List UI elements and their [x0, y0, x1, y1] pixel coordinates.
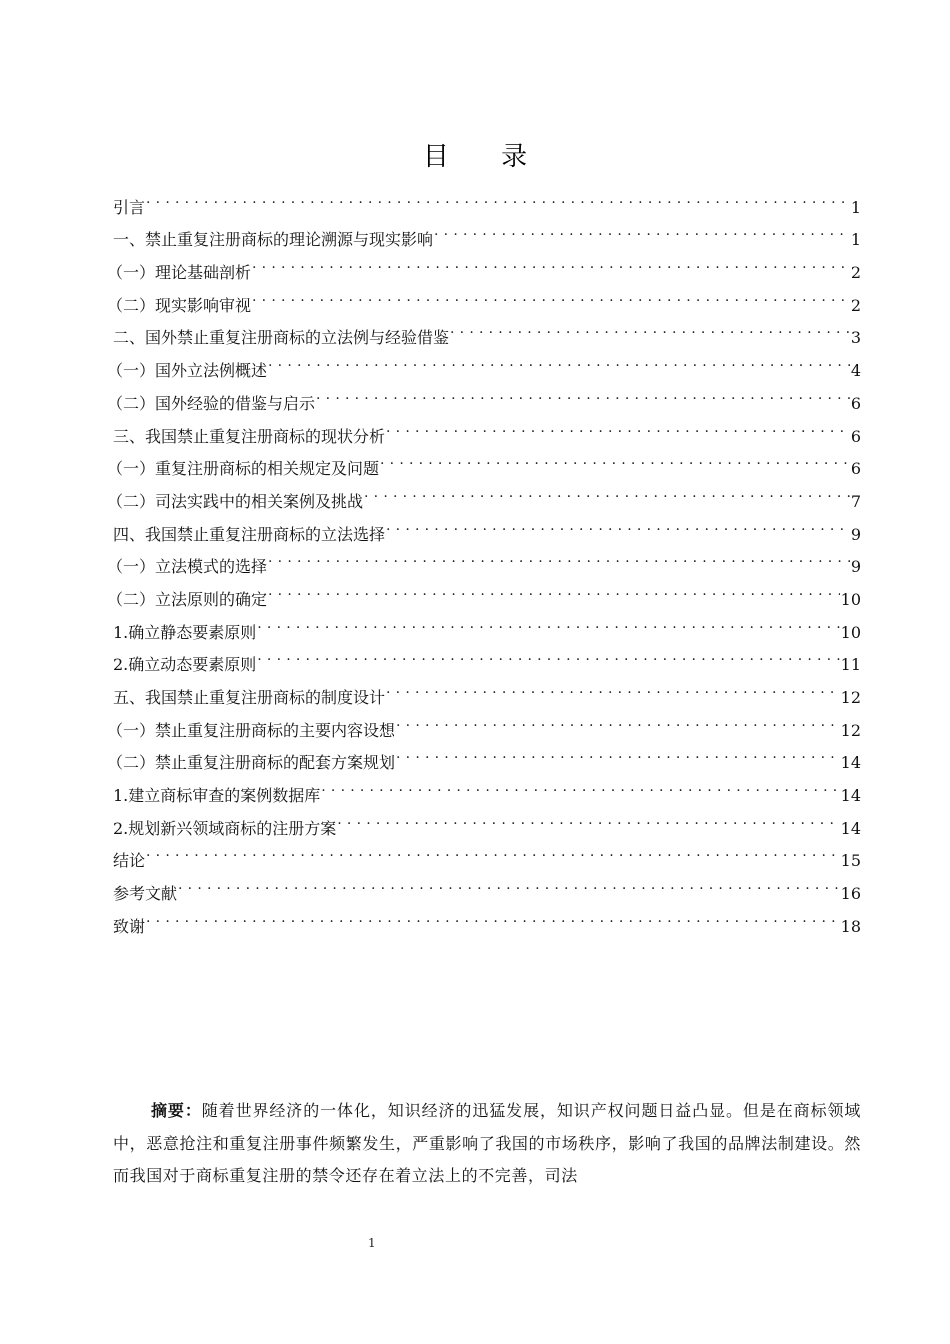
toc-dot-leader — [252, 245, 850, 278]
toc-entry-label: （二）立法原则的确定 — [107, 589, 268, 609]
toc-entry-label: 2.确立动态要素原则 — [113, 655, 257, 675]
toc-dot-leader — [337, 801, 839, 834]
abstract-label: 摘要： — [151, 1101, 202, 1120]
toc-entry-label: （一）理论基础剖析 — [107, 263, 252, 283]
toc-entry-label: 引言 — [113, 197, 146, 217]
toc-entry-label: （二）司法实践中的相关案例及挑战 — [107, 491, 364, 511]
toc-title: 目 录 — [422, 142, 550, 172]
toc-entry-page-number: 14 — [840, 753, 861, 773]
toc-entry-label: 2.规划新兴领域商标的注册方案 — [113, 818, 337, 838]
page-number: 1 — [368, 1236, 376, 1250]
toc-entry-page-number: 7 — [850, 491, 861, 511]
table-of-contents — [107, 180, 861, 936]
toc-entry-label: 1.确立静态要素原则 — [113, 622, 257, 642]
toc-entry[interactable] — [113, 899, 861, 936]
toc-dot-leader — [146, 834, 840, 867]
toc-entry-label: 二、国外禁止重复注册商标的立法例与经验借鉴 — [113, 328, 450, 348]
toc-entry-page-number: 12 — [840, 688, 861, 707]
toc-dot-leader — [321, 768, 839, 801]
toc-dot-leader — [268, 343, 850, 376]
toc-entry-page-number: 10 — [840, 589, 861, 609]
toc-entry-page-number: 1 — [850, 197, 861, 217]
toc-dot-leader — [386, 409, 850, 442]
toc-entry[interactable] — [113, 834, 861, 871]
toc-entry-label: 四、我国禁止重复注册商标的立法选择 — [113, 524, 386, 544]
toc-dot-leader — [146, 180, 850, 213]
toc-entry-label: 五、我国禁止重复注册商标的制度设计 — [113, 688, 386, 707]
toc-entry-page-number: 6 — [850, 393, 861, 413]
toc-dot-leader — [396, 703, 840, 736]
toc-dot-leader — [364, 474, 850, 507]
toc-dot-leader — [396, 736, 840, 769]
toc-dot-leader — [146, 899, 840, 932]
toc-entry-label: （二）国外经验的借鉴与启示 — [107, 393, 316, 413]
toc-entry-label: 一、禁止重复注册商标的理论溯源与现实影响 — [113, 230, 434, 250]
toc-entry-page-number: 9 — [850, 557, 861, 577]
toc-dot-leader — [257, 605, 839, 638]
toc-entry-page-number: 1 — [850, 230, 861, 250]
toc-dot-leader — [434, 213, 850, 246]
toc-entry-page-number: 4 — [850, 361, 861, 381]
toc-entry[interactable] — [113, 180, 861, 217]
toc-dot-leader — [386, 507, 850, 540]
toc-dot-leader — [252, 278, 850, 311]
toc-entry-page-number: 18 — [840, 916, 861, 936]
toc-entry-page-number: 12 — [840, 720, 861, 740]
toc-dot-leader — [380, 442, 850, 475]
toc-entry-page-number: 16 — [840, 884, 861, 904]
toc-entry-page-number: 14 — [840, 786, 861, 806]
toc-entry-page-number: 15 — [840, 851, 861, 871]
toc-entry-label: （二）禁止重复注册商标的配套方案规划 — [107, 753, 396, 773]
toc-entry-page-number: 9 — [850, 524, 861, 544]
toc-dot-leader — [178, 866, 840, 899]
toc-dot-leader — [257, 638, 839, 671]
toc-entry-label: 三、我国禁止重复注册商标的现状分析 — [113, 426, 386, 446]
toc-entry-label: （一）重复注册商标的相关规定及问题 — [107, 459, 380, 479]
toc-entry-label: 参考文献 — [113, 884, 178, 904]
toc-entry-page-number: 14 — [840, 818, 861, 838]
toc-dot-leader — [450, 311, 850, 344]
toc-entry-label: 1.建立商标审查的案例数据库 — [113, 786, 321, 806]
toc-entry-page-number: 2 — [850, 263, 861, 283]
abstract-paragraph — [113, 1095, 861, 1193]
toc-entry[interactable] — [113, 866, 861, 904]
toc-dot-leader — [316, 376, 850, 409]
toc-entry-page-number: 2 — [850, 295, 861, 315]
toc-entry-label: （一）国外立法例概述 — [107, 361, 268, 381]
toc-dot-leader — [386, 670, 840, 703]
toc-entry-page-number: 11 — [840, 655, 861, 675]
toc-entry-label: 致谢 — [113, 916, 146, 936]
toc-entry-label: 结论 — [113, 851, 146, 871]
toc-dot-leader — [268, 540, 850, 573]
toc-dot-leader — [268, 572, 840, 605]
toc-entry[interactable] — [113, 213, 861, 250]
toc-entry-label: （一）立法模式的选择 — [107, 557, 268, 577]
toc-entry-page-number: 3 — [850, 328, 861, 348]
toc-entry-label: （二）现实影响审视 — [107, 295, 252, 315]
toc-entry-page-number: 6 — [850, 426, 861, 446]
toc-entry-label: （一）禁止重复注册商标的主要内容设想 — [107, 720, 396, 740]
toc-entry-page-number: 10 — [840, 622, 861, 642]
toc-entry-page-number: 6 — [850, 459, 861, 479]
abstract-text: 随着世界经济的一体化，知识经济的迅猛发展，知识产权问题日益凸显。但是在商标领域中，恶意抢注和重复注册事件频繁发生，严重影响了我国的市场秩序，影响了我国的品牌法制建设。然而我国对于商标重复注册的禁令还存在着立法上的不完善，司法 — [113, 1101, 861, 1185]
